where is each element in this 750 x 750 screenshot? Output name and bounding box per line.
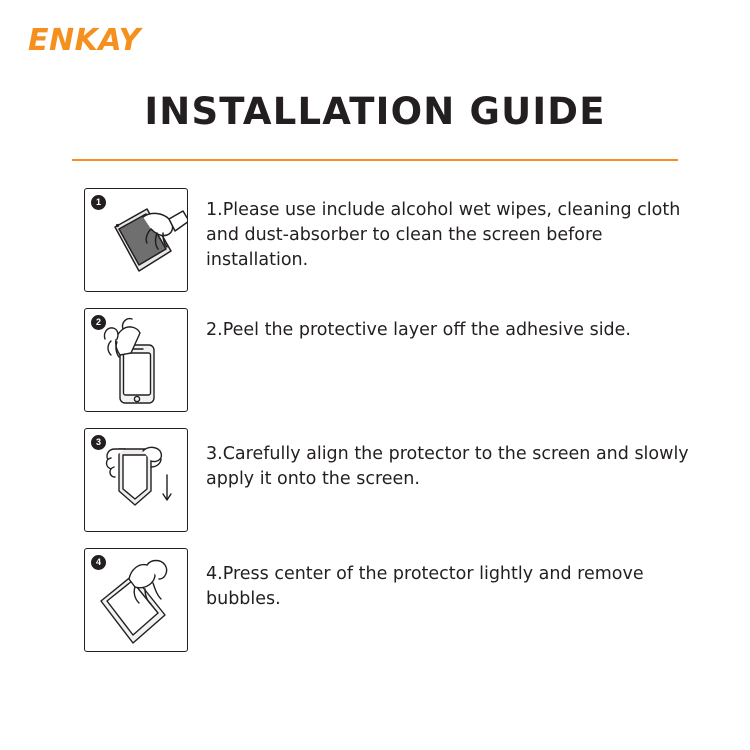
step-item-1 bbox=[0, 188, 750, 292]
step-item-4 bbox=[0, 548, 750, 652]
step-item-3 bbox=[0, 428, 750, 532]
step-badge-4: 4 bbox=[91, 555, 106, 570]
steps-list bbox=[0, 188, 750, 668]
page-title: INSTALLATION GUIDE bbox=[144, 90, 606, 133]
step-text-2: 2.Peel the protective layer off the adhesive side. bbox=[206, 320, 631, 340]
step-illustration-3 bbox=[84, 428, 188, 532]
step-text-4: 4.Press center of the protector lightly and remove bubbles. bbox=[206, 564, 644, 609]
title-divider bbox=[72, 159, 678, 161]
step-illustration-2 bbox=[84, 308, 188, 412]
step-badge-1: 1 bbox=[91, 195, 106, 210]
step-item-2 bbox=[0, 308, 750, 412]
step-text-1: 1.Please use include alcohol wet wipes, cleaning cloth and dust-absorber to clean the screen before installation. bbox=[206, 200, 681, 270]
brand-logo: ENKAY bbox=[28, 23, 141, 58]
step-illustration-4 bbox=[84, 548, 188, 652]
step-text-3: 3.Carefully align the protector to the screen and slowly apply it onto the screen. bbox=[206, 444, 689, 489]
page-title-container bbox=[0, 92, 750, 133]
step-badge-3: 3 bbox=[91, 435, 106, 450]
step-badge-2: 2 bbox=[91, 315, 106, 330]
step-illustration-1 bbox=[84, 188, 188, 292]
